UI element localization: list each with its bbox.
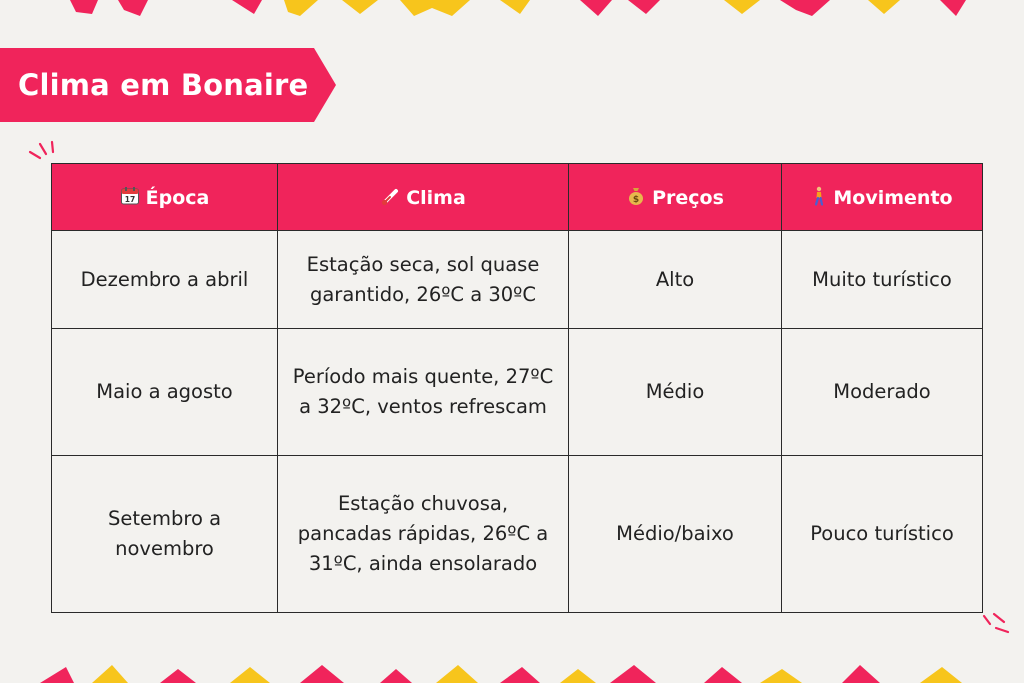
table-row <box>52 329 983 456</box>
cell-clima: Período mais quente, 27ºC a 32ºC, ventos refrescam <box>278 329 569 456</box>
person-walking-icon <box>811 186 827 206</box>
decorative-top-border <box>0 0 1024 20</box>
table-row <box>52 231 983 329</box>
svg-text:17: 17 <box>124 194 135 204</box>
calendar-icon <box>120 186 140 206</box>
header-label: Movimento <box>833 186 953 209</box>
header-epoca <box>52 164 278 231</box>
climate-table <box>51 163 983 613</box>
cell-movimento: Muito turístico <box>782 231 983 329</box>
thermometer-icon <box>380 186 400 206</box>
cell-clima: Estação seca, sol quase garantido, 26ºC a 30ºC <box>278 231 569 329</box>
header-label: Clima <box>406 186 466 209</box>
cell-precos: Médio <box>569 329 782 456</box>
cell-precos: Médio/baixo <box>569 456 782 613</box>
cell-epoca: Dezembro a abril <box>52 231 278 329</box>
cell-epoca: Setembro a novembro <box>52 456 278 613</box>
cell-movimento: Moderado <box>782 329 983 456</box>
header-label: Preços <box>652 186 724 209</box>
decorative-bottom-border <box>0 663 1024 683</box>
header-precos <box>569 164 782 231</box>
header-label: Época <box>145 186 210 209</box>
sparkle-decoration <box>978 612 1012 638</box>
page-title: Clima em Bonaire <box>18 68 309 102</box>
money-bag-icon <box>626 186 646 206</box>
header-clima <box>278 164 569 231</box>
title-banner <box>0 48 336 122</box>
svg-text:$: $ <box>632 194 640 205</box>
cell-precos: Alto <box>569 231 782 329</box>
table-header-row <box>52 164 983 231</box>
table-row <box>52 456 983 613</box>
cell-epoca: Maio a agosto <box>52 329 278 456</box>
cell-movimento: Pouco turístico <box>782 456 983 613</box>
header-movimento <box>782 164 983 231</box>
cell-clima: Estação chuvosa, pancadas rápidas, 26ºC a 31ºC, ainda ensolarado <box>278 456 569 613</box>
